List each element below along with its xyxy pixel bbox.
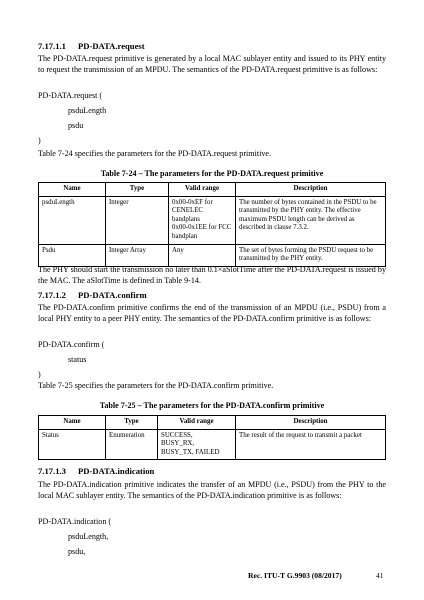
table-header-row <box>39 416 386 430</box>
section-title: PD-DATA.confirm <box>78 290 147 300</box>
code-param: psdu, <box>68 547 86 556</box>
table-header-row <box>39 183 386 197</box>
section-title: PD-DATA.indication <box>78 466 155 476</box>
confirm-paragraph: The PD-DATA.confirm primitive confirms the end of the transmission of an MPDU (i.e., PSDU) from a local PHY entity to a peer PHY entity. The semantics of the PD-DATA.confirm primitive is as follows: <box>38 303 386 324</box>
page-number: 41 <box>376 571 384 580</box>
code-line: PD-DATA.request ( <box>38 91 103 100</box>
table-row <box>39 244 386 266</box>
section-number: 7.17.1.2 <box>38 290 66 300</box>
table-reference: Table 7-24 specifies the parameters for the PD-DATA.request primitive. <box>38 149 271 158</box>
code-param: psduLength <box>68 106 107 115</box>
section-heading-request <box>38 41 145 51</box>
header-cell: Valid range <box>169 183 236 197</box>
code-line: ) <box>38 136 41 145</box>
section-heading-confirm <box>38 290 147 300</box>
table-cell: The set of bytes forming the PSDU request to be transmitted by the PHY entity. <box>236 244 386 266</box>
table-cell: Psdu <box>39 244 106 266</box>
section-heading-indication <box>38 466 154 476</box>
code-line: ) <box>38 370 41 379</box>
timing-paragraph: The PHY should start the transmission no later than 0.1×aSlotTime after the PD-DATA.request is issued by the MAC. The aSlotTime is defined in Table 9-14. <box>38 265 386 286</box>
table-cell: Any <box>169 244 236 266</box>
section-number: 7.17.1.1 <box>38 41 66 51</box>
request-paragraph: The PD-DATA.request primitive is generated by a local MAC sublayer entity and issued to its PHY entity to request the transmission of an MPDU. The semantics of the PD-DATA.request primitive is as follows: <box>38 54 386 75</box>
header-cell: Name <box>39 416 106 430</box>
table-cell: The result of the request to transmit a packet <box>236 429 386 460</box>
table-cell: Integer <box>106 196 169 244</box>
header-cell: Valid range <box>158 416 236 430</box>
header-cell: Description <box>236 183 386 197</box>
header-cell: Type <box>106 183 169 197</box>
table-cell: Integer Array <box>106 244 169 266</box>
table-row <box>39 429 386 460</box>
code-param: psduLength, <box>68 532 109 541</box>
header-cell: Type <box>106 416 158 430</box>
section-title: PD-DATA.request <box>78 41 145 51</box>
header-cell: Description <box>236 416 386 430</box>
table-cell: psduLength <box>39 196 106 244</box>
table-cell: 0x00-0xEF for CENELEC bandplans 0x00-0x1EE for FCC bandplan <box>169 196 236 244</box>
table-reference: Table 7-25 specifies the parameters for the PD-DATA.confirm primitive. <box>38 381 274 390</box>
footer-recommendation: Rec. ITU-T G.9903 (08/2017) <box>248 571 342 580</box>
code-param: status <box>68 355 87 364</box>
parameters-table <box>38 415 386 460</box>
indication-paragraph: The PD-DATA.indication primitive indicates the transfer of an MPDU (i.e., PSDU) from the PHY to the local MAC sublayer entity. The semantics of the PD-DATA.indication primitive is as follows: <box>38 480 386 501</box>
code-line: PD-DATA.indication ( <box>38 517 112 526</box>
table-caption: Table 7-25 – The parameters for the PD-DATA.confirm primitive <box>99 401 325 410</box>
table-cell: SUCCESS, BUSY_RX, BUSY_TX, FAILED <box>158 429 236 460</box>
code-param: psdu <box>68 121 84 130</box>
table-cell: The number of bytes contained in the PSDU to be transmitted by the PHY entity. The effective maximum PSDU length can be derived as described in clause 7.3.2. <box>236 196 386 244</box>
table-cell: Enumeration <box>106 429 158 460</box>
section-number: 7.17.1.3 <box>38 466 66 476</box>
table-row <box>39 196 386 244</box>
table-caption: Table 7-24 – The parameters for the PD-DATA.request primitive <box>100 169 324 178</box>
parameters-table <box>38 182 386 267</box>
table-cell: Status <box>39 429 106 460</box>
header-cell: Name <box>39 183 106 197</box>
code-line: PD-DATA.confirm ( <box>38 340 105 349</box>
